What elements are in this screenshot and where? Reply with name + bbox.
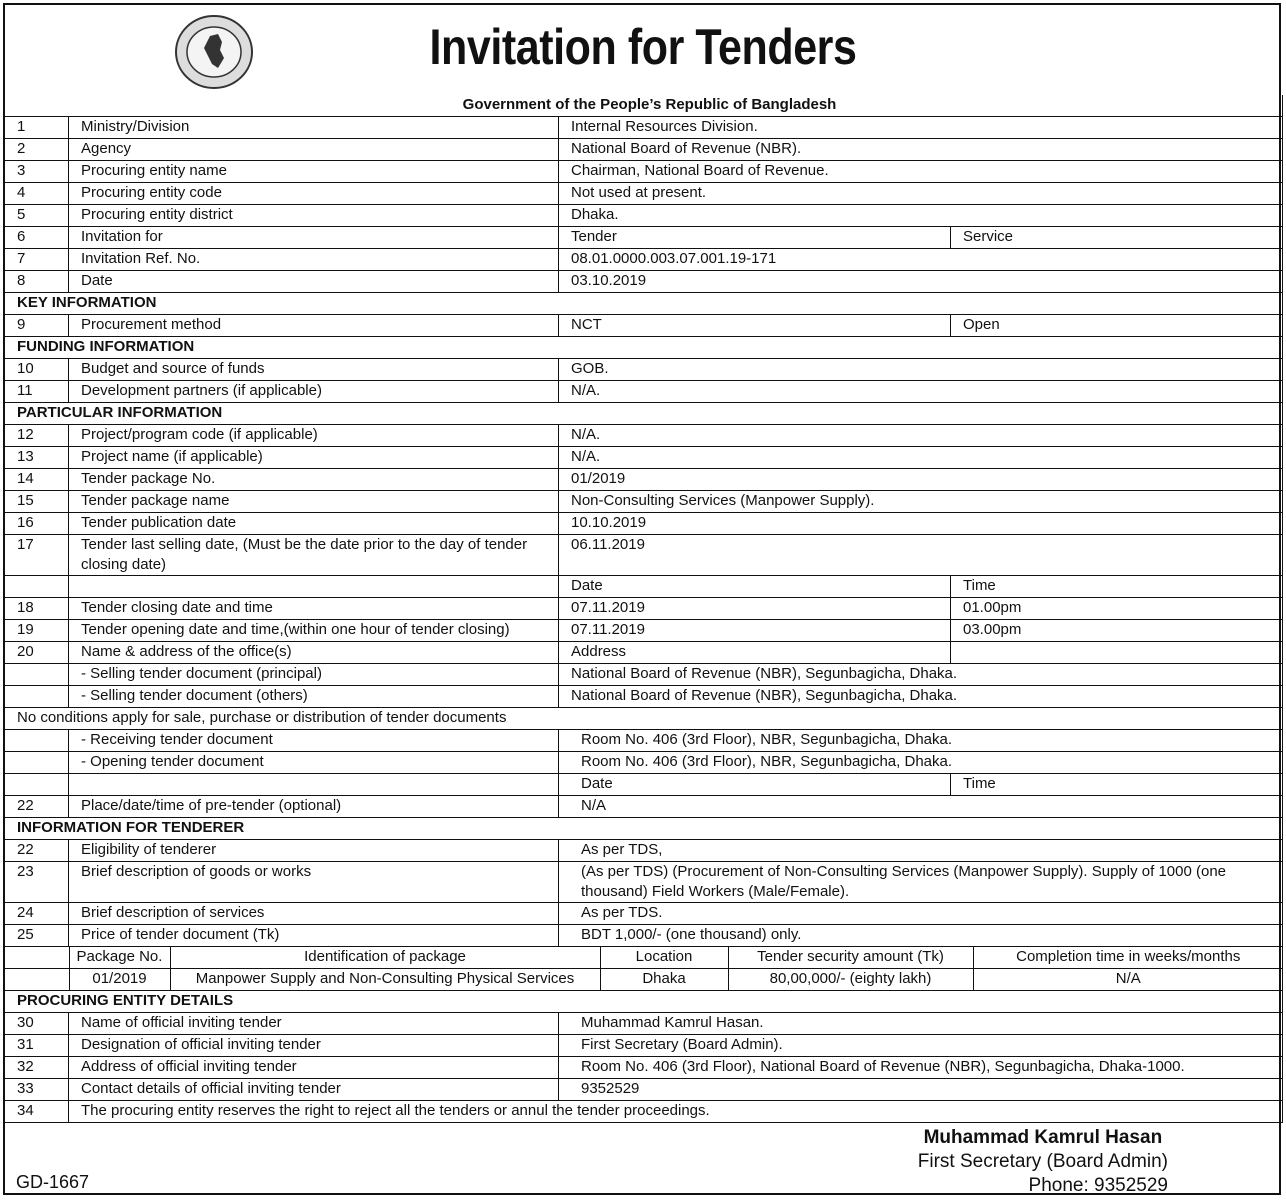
- row-number: 33: [5, 1079, 69, 1101]
- row-label: Designation of official inviting tender: [69, 1035, 559, 1057]
- row-number: 22: [5, 840, 69, 862]
- row-value: As per TDS,: [559, 840, 1283, 862]
- date-header: Date: [559, 774, 951, 796]
- table-row: [5, 620, 1283, 642]
- row-number: 10: [5, 359, 69, 381]
- empty-cell: [5, 686, 69, 708]
- row-value: 07.11.2019: [559, 598, 951, 620]
- row-number: 18: [5, 598, 69, 620]
- package-cell: 01/2019: [69, 969, 170, 991]
- row-value: N/A.: [559, 447, 1283, 469]
- row-label: Procuring entity name: [69, 161, 559, 183]
- signatory-phone: Phone: 9352529: [1028, 1175, 1168, 1196]
- table-row: [5, 249, 1283, 271]
- table-row: [5, 1079, 1283, 1101]
- table-row: [5, 1057, 1283, 1079]
- row-label: Procurement method: [69, 315, 559, 337]
- row-label: Budget and source of funds: [69, 359, 559, 381]
- datetime-header-row: [5, 774, 1283, 796]
- row-number: 1: [5, 117, 69, 139]
- row-value: 10.10.2019: [559, 513, 1283, 535]
- row-number: 34: [5, 1101, 69, 1123]
- row-number: 30: [5, 1013, 69, 1035]
- section-heading: FUNDING INFORMATION: [5, 337, 1283, 359]
- row-number: 6: [5, 227, 69, 249]
- package-header-row: [5, 947, 1283, 991]
- row-value: Internal Resources Division.: [559, 117, 1283, 139]
- row-number: 8: [5, 271, 69, 293]
- package-table: [5, 947, 1283, 990]
- row-value: Address: [559, 642, 951, 664]
- datetime-header-row: [5, 576, 1283, 598]
- row-number: 5: [5, 205, 69, 227]
- row-number: 23: [5, 862, 69, 903]
- row-value: Not used at present.: [559, 183, 1283, 205]
- row-label: Eligibility of tenderer: [69, 840, 559, 862]
- row-label: Address of official inviting tender: [69, 1057, 559, 1079]
- row-label: Price of tender document (Tk): [69, 925, 559, 947]
- time-header: Time: [951, 576, 1283, 598]
- row-value: National Board of Revenue (NBR), Segunbagicha, Dhaka.: [559, 686, 1283, 708]
- row-label: - Receiving tender document: [69, 730, 559, 752]
- row-label: Procuring entity district: [69, 205, 559, 227]
- row-label: Contact details of official inviting tender: [69, 1079, 559, 1101]
- section-row: [5, 991, 1283, 1013]
- empty-cell: [5, 947, 69, 969]
- row-number: 24: [5, 903, 69, 925]
- row-label: Procuring entity code: [69, 183, 559, 205]
- table-row: [5, 315, 1283, 337]
- package-column-header: Completion time in weeks/months: [973, 947, 1283, 969]
- package-column-header: Tender security amount (Tk): [728, 947, 973, 969]
- no-conditions-note: No conditions apply for sale, purchase or distribution of tender documents: [5, 708, 1283, 730]
- row-number: 20: [5, 642, 69, 664]
- table-row: [5, 752, 1283, 774]
- row-value-2: Service: [951, 227, 1283, 249]
- signatory-designation: First Secretary (Board Admin): [917, 1151, 1168, 1172]
- table-row: [5, 183, 1283, 205]
- row-label: Name of official inviting tender: [69, 1013, 559, 1035]
- section-heading: INFORMATION FOR TENDERER: [5, 818, 1283, 840]
- row-number: 13: [5, 447, 69, 469]
- table-row: [5, 271, 1283, 293]
- empty-cell: [69, 576, 559, 598]
- table-row: [5, 469, 1283, 491]
- row-number: 15: [5, 491, 69, 513]
- empty-cell: [5, 752, 69, 774]
- package-table-cell: [5, 947, 1283, 991]
- row-number: 19: [5, 620, 69, 642]
- table-row: [5, 513, 1283, 535]
- row-value: N/A: [559, 796, 1283, 818]
- empty-cell: [69, 774, 559, 796]
- row-number: 31: [5, 1035, 69, 1057]
- table-row: [5, 1035, 1283, 1057]
- row-number: 16: [5, 513, 69, 535]
- row-label: Place/date/time of pre-tender (optional): [69, 796, 559, 818]
- row-number: 14: [5, 469, 69, 491]
- row-label: The procuring entity reserves the right to reject all the tenders or annul the tender proceedings.: [69, 1101, 1283, 1123]
- row-value: 08.01.0000.003.07.001.19-171: [559, 249, 1283, 271]
- table-row: [5, 425, 1283, 447]
- row-value-2: Open: [951, 315, 1283, 337]
- row-label: Brief description of services: [69, 903, 559, 925]
- row-number: 9: [5, 315, 69, 337]
- header-row: [5, 95, 1283, 117]
- row-value: N/A.: [559, 381, 1283, 403]
- page-title: Invitation for Tenders: [429, 19, 857, 75]
- row-label: Tender last selling date, (Must be the date prior to the day of tender closing date): [69, 535, 559, 576]
- row-value: Room No. 406 (3rd Floor), National Board of Revenue (NBR), Segunbagicha, Dhaka-1000.: [559, 1057, 1283, 1079]
- row-value-2: 01.00pm: [951, 598, 1283, 620]
- ad-code: GD-1667: [16, 1172, 90, 1192]
- row-number: 25: [5, 925, 69, 947]
- table-row: [5, 862, 1283, 903]
- empty-cell: [5, 969, 69, 991]
- date-header: Date: [559, 576, 951, 598]
- table-row: [5, 925, 1283, 947]
- package-row: [5, 969, 1283, 991]
- package-column-header: Package No.: [69, 947, 170, 969]
- table-row: [5, 730, 1283, 752]
- row-number: 32: [5, 1057, 69, 1079]
- table-row: [5, 117, 1283, 139]
- row-label: Tender opening date and time,(within one hour of tender closing): [69, 620, 559, 642]
- row-value: Dhaka.: [559, 205, 1283, 227]
- row-value: First Secretary (Board Admin).: [559, 1035, 1283, 1057]
- row-label: Invitation for: [69, 227, 559, 249]
- row-value: BDT 1,000/- (one thousand) only.: [559, 925, 1283, 947]
- package-cell: 80,00,000/- (eighty lakh): [728, 969, 973, 991]
- table-row: [5, 686, 1283, 708]
- empty-cell: [5, 576, 69, 598]
- empty-cell: [5, 730, 69, 752]
- row-value: GOB.: [559, 359, 1283, 381]
- section-row: [5, 818, 1283, 840]
- table-row: [5, 359, 1283, 381]
- table-row: [5, 161, 1283, 183]
- row-label: Tender publication date: [69, 513, 559, 535]
- section-heading: KEY INFORMATION: [5, 293, 1283, 315]
- row-value: (As per TDS) (Procurement of Non-Consulting Services (Manpower Supply). Supply of 1000 (one thousand) Field Workers (Male/Female).: [559, 862, 1283, 903]
- row-value: 9352529: [559, 1079, 1283, 1101]
- row-label: Project/program code (if applicable): [69, 425, 559, 447]
- row-label: Tender closing date and time: [69, 598, 559, 620]
- row-number: 4: [5, 183, 69, 205]
- table-row: [5, 598, 1283, 620]
- table-row: [5, 227, 1283, 249]
- signature-block: [918, 1126, 1168, 1198]
- package-column-header: Location: [600, 947, 728, 969]
- table-row: [5, 381, 1283, 403]
- row-label: Date: [69, 271, 559, 293]
- table-row: [5, 1101, 1283, 1123]
- table-row: [5, 642, 1283, 664]
- table-row: [5, 1013, 1283, 1035]
- package-cell: Dhaka: [600, 969, 728, 991]
- signatory-name: Muhammad Kamrul Hasan: [923, 1127, 1163, 1148]
- table-row: [5, 796, 1283, 818]
- row-value: 06.11.2019: [559, 535, 1283, 576]
- table-row: [5, 491, 1283, 513]
- empty-cell: [5, 774, 69, 796]
- row-value: N/A.: [559, 425, 1283, 447]
- row-label: Tender package No.: [69, 469, 559, 491]
- package-header: [5, 947, 1283, 969]
- row-number: 11: [5, 381, 69, 403]
- row-value: NCT: [559, 315, 951, 337]
- table-row: [5, 139, 1283, 161]
- row-value: 07.11.2019: [559, 620, 951, 642]
- row-label: - Selling tender document (others): [69, 686, 559, 708]
- package-cell: N/A: [973, 969, 1283, 991]
- row-label: Name & address of the office(s): [69, 642, 559, 664]
- row-value: National Board of Revenue (NBR).: [559, 139, 1283, 161]
- row-label: Project name (if applicable): [69, 447, 559, 469]
- row-label: Invitation Ref. No.: [69, 249, 559, 271]
- row-value: As per TDS.: [559, 903, 1283, 925]
- government-heading: Government of the People’s Republic of Bangladesh: [5, 95, 1283, 117]
- row-label: - Selling tender document (principal): [69, 664, 559, 686]
- table-row: [5, 664, 1283, 686]
- table-row: [5, 447, 1283, 469]
- row-label: Ministry/Division: [69, 117, 559, 139]
- table-row: [5, 903, 1283, 925]
- row-label: Agency: [69, 139, 559, 161]
- section-heading: PROCURING ENTITY DETAILS: [5, 991, 1283, 1013]
- row-label: Brief description of goods or works: [69, 862, 559, 903]
- row-value: Chairman, National Board of Revenue.: [559, 161, 1283, 183]
- row-label: Development partners (if applicable): [69, 381, 559, 403]
- row-value: Tender: [559, 227, 951, 249]
- row-number: 3: [5, 161, 69, 183]
- section-heading: PARTICULAR INFORMATION: [5, 403, 1283, 425]
- empty-cell: [5, 664, 69, 686]
- row-value: Room No. 406 (3rd Floor), NBR, Segunbagicha, Dhaka.: [559, 752, 1283, 774]
- row-value: 01/2019: [559, 469, 1283, 491]
- row-value: National Board of Revenue (NBR), Segunbagicha, Dhaka.: [559, 664, 1283, 686]
- table-row: [5, 535, 1283, 576]
- row-value-2: [951, 642, 1283, 664]
- row-label: Tender package name: [69, 491, 559, 513]
- row-value: 03.10.2019: [559, 271, 1283, 293]
- table-row: [5, 205, 1283, 227]
- row-label: - Opening tender document: [69, 752, 559, 774]
- row-number: 17: [5, 535, 69, 576]
- section-row: [5, 293, 1283, 315]
- row-value: Room No. 406 (3rd Floor), NBR, Segunbagicha, Dhaka.: [559, 730, 1283, 752]
- row-number: 2: [5, 139, 69, 161]
- package-column-header: Identification of package: [170, 947, 600, 969]
- time-header: Time: [951, 774, 1283, 796]
- row-number: 12: [5, 425, 69, 447]
- row-number: 7: [5, 249, 69, 271]
- package-cell: Manpower Supply and Non-Consulting Physical Services: [170, 969, 600, 991]
- section-row: [5, 403, 1283, 425]
- tender-table: [4, 95, 1283, 1123]
- row-value: Non-Consulting Services (Manpower Supply).: [559, 491, 1283, 513]
- table-row: [5, 840, 1283, 862]
- row-number: 22: [5, 796, 69, 818]
- row-value: Muhammad Kamrul Hasan.: [559, 1013, 1283, 1035]
- section-row: [5, 337, 1283, 359]
- row-value-2: 03.00pm: [951, 620, 1283, 642]
- note-row: [5, 708, 1283, 730]
